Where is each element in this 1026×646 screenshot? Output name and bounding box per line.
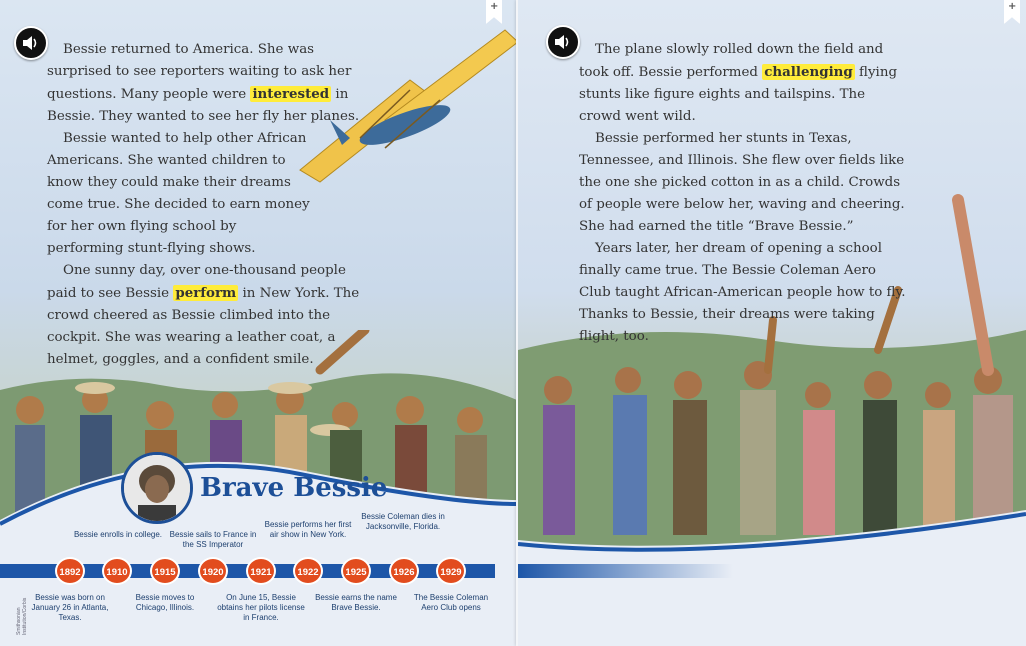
vocab-word-perform[interactable]: perform <box>175 285 237 301</box>
paragraph <box>579 39 909 128</box>
timeline-note: Bessie performs her first air show in New York. <box>264 520 352 539</box>
right-page-text <box>579 39 909 348</box>
timeline-note: Bessie was born on January 26 in Atlanta, Texas. <box>31 593 109 622</box>
speaker-icon <box>554 34 572 50</box>
year-marker[interactable]: 1926 <box>389 557 419 585</box>
timeline-note: On June 15, Bessie obtains her pilots license in France. <box>217 593 305 622</box>
plus-icon: + <box>490 1 499 12</box>
bessie-portrait <box>121 452 193 524</box>
text-span: The plane slowly rolled down the field and took off. Bessie performed <box>579 42 884 80</box>
audio-play-button[interactable] <box>546 25 580 59</box>
paragraph <box>47 39 365 128</box>
timeline-note: The Bessie Coleman Aero Club opens <box>413 593 489 612</box>
year-marker[interactable]: 1920 <box>198 557 228 585</box>
paragraph: Bessie performed her stunts in Texas, Tennessee, and Illinois. She flew over fields like the one she picked cotton in as a child. Crowds of people were below her, waving and cheering. She had earned the title “Brave Bessie.” <box>579 131 905 234</box>
timeline-note: Bessie moves to Chicago, Illinois. <box>135 593 195 612</box>
paragraph: Years later, her dream of opening a school finally came true. The Bessie Coleman Aero Club taught African-American people how to fly. Thanks to Bessie, their dreams were taking flight, too. <box>579 241 906 344</box>
paragraph: Bessie wanted to help other African Americans. She wanted children to know they could make their dreams come true. She decided to earn money for her own flying school by performing stunt-flying shows. <box>47 131 310 256</box>
text-span: One sunny day, over one-thousand people paid to see Bessie <box>47 263 346 301</box>
left-page-text <box>47 39 365 371</box>
timeline-note: Bessie Coleman dies in Jacksonville, Florida. <box>361 512 445 531</box>
photo-credit: Smithsonian Institution/Corbis <box>16 597 28 635</box>
year-marker[interactable]: 1929 <box>436 557 466 585</box>
year-marker[interactable]: 1925 <box>341 557 371 585</box>
timeline-note: Bessie sails to France in the SS Imperator <box>169 530 257 549</box>
timeline-bar-fade <box>518 564 733 578</box>
timeline-note: Bessie enrolls in college. <box>73 530 163 539</box>
vocab-word-challenging[interactable]: challenging <box>764 64 853 80</box>
year-marker[interactable]: 1915 <box>150 557 180 585</box>
year-marker[interactable]: 1892 <box>55 557 85 585</box>
text-span: in Bessie. They wanted to see her fly her planes. <box>47 87 360 124</box>
text-span: Bessie returned to America. She was surprised to see reporters waiting to ask her questions. Many people were <box>47 42 352 102</box>
paragraph <box>47 260 365 371</box>
audio-play-button[interactable] <box>14 26 48 60</box>
year-marker[interactable]: 1921 <box>246 557 276 585</box>
plus-icon: + <box>1008 1 1017 12</box>
year-marker[interactable]: 1910 <box>102 557 132 585</box>
speaker-icon <box>22 35 40 51</box>
text-span: flying stunts like figure eights and tailspins. The crowd went wild. <box>579 65 898 124</box>
text-span: in New York. The crowd cheered as Bessie climbed into the cockpit. She was wearing a leather coat, a helmet, goggles, and a confident smile. <box>47 286 360 367</box>
right-page <box>518 0 1026 646</box>
year-marker[interactable]: 1922 <box>293 557 323 585</box>
bookmark-button[interactable] <box>1004 0 1020 24</box>
timeline-title: Brave Bessie <box>200 473 388 503</box>
vocab-word-interested[interactable]: interested <box>252 86 330 102</box>
bookmark-button[interactable] <box>486 0 502 24</box>
timeline-note: Bessie earns the name Brave Bessie. <box>315 593 397 612</box>
